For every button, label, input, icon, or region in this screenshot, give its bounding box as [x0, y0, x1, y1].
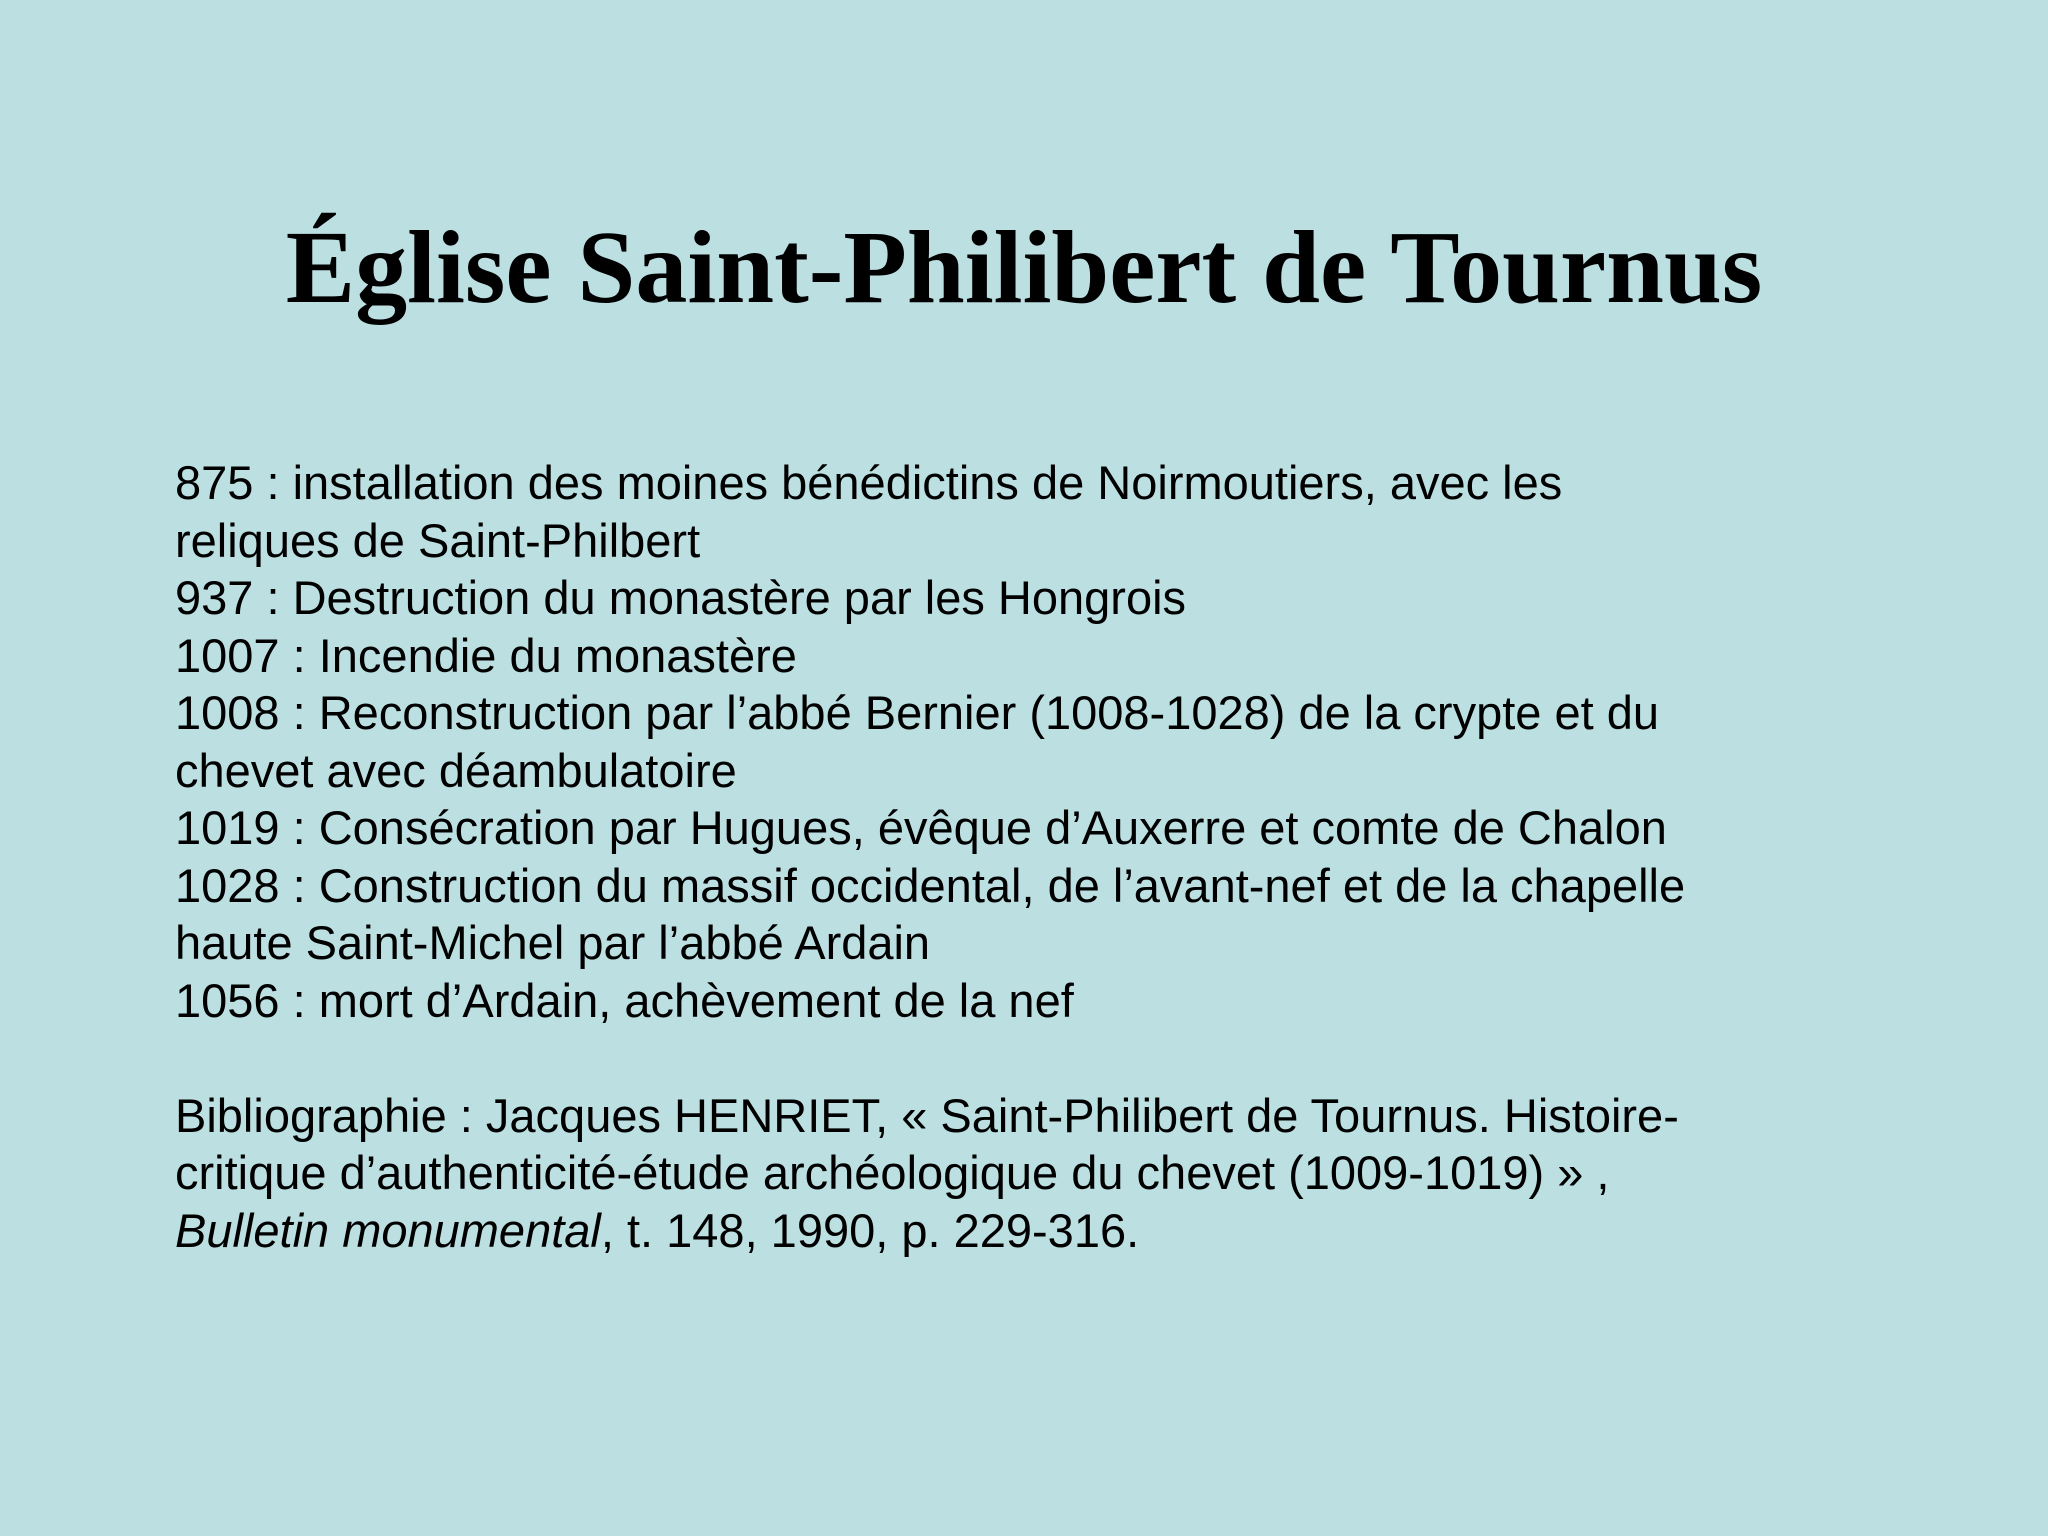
- timeline-entry-1008: 1008 : Reconstruction par l’abbé Bernier (1008-1028) de la crypte et du chevet avec déambulatoire: [175, 686, 1660, 797]
- slide-title: Église Saint-Philibert de Tournus: [285, 210, 1763, 325]
- timeline-entry-1007: 1007 : Incendie du monastère: [175, 628, 797, 682]
- timeline-entry-937: 937 : Destruction du monastère par les Hongrois: [175, 571, 1187, 624]
- bibliography-journal: Bulletin monumental: [175, 1203, 601, 1257]
- bibliography-details: , t. 148, 1990, p. 229-316.: [600, 1203, 1140, 1257]
- spacer: [175, 1029, 1875, 1087]
- timeline-entry-1056: 1056 : mort d’Ardain, achèvement de la nef: [175, 973, 1074, 1027]
- timeline-entry-1028: 1028 : Construction du massif occidental, de l’avant-nef et de la chapelle haute Saint-Michel par l’abbé Ardain: [175, 858, 1686, 969]
- timeline-entry-875: 875 : installation des moines bénédictins de Noirmoutiers, avec les reliques de Saint-Philbert: [175, 456, 1563, 567]
- slide-body: [175, 454, 1875, 1259]
- timeline-entry-1019: 1019 : Consécration par Hugues, évêque d’Auxerre et comte de Chalon: [175, 801, 1667, 854]
- bibliography: Bibliographie : Jacques HENRIET, « Saint-Philibert de Tournus. Histoire- critique d’authenticité-étude archéologique du chevet (1009-1019) » , Bulletin monumental, t. 148, 1990, p. 229-316.: [175, 1087, 1875, 1260]
- bibliography-citation: [175, 1202, 1875, 1260]
